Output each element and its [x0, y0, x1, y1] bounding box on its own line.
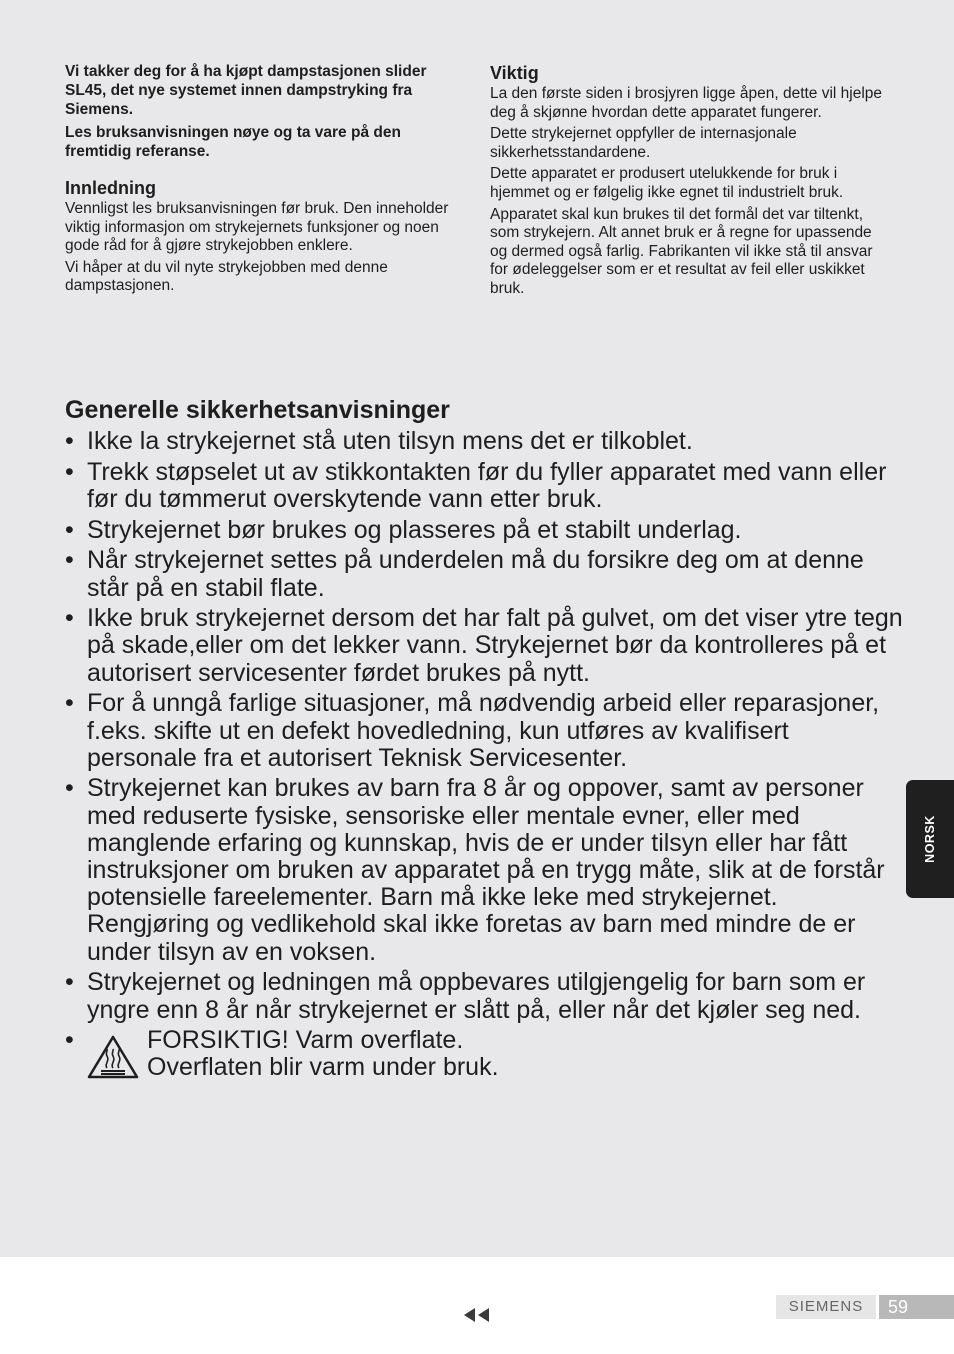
bullet: • [65, 515, 74, 544]
intro-thanks: Vi takker deg for å ha kjøpt dampstasjonen slider SL45, det nye systemet innen dampstryking fra Siemens. [65, 63, 427, 118]
safety-item-text: Trekk støpselet ut av stikkontakten før du fyller apparatet med vann eller før du tømmerut overskytende vann etter bruk. [87, 457, 887, 513]
bullet: • [65, 546, 74, 575]
warning-row [87, 1027, 905, 1081]
bullet: • [65, 427, 74, 455]
safety-item [65, 459, 905, 513]
safety-list [65, 428, 905, 1082]
bullet: • [65, 689, 74, 718]
warning-line-1: FORSIKTIG! Varm overflate. [147, 1026, 464, 1055]
safety-item-text: Ikke la strykejernet stå uten tilsyn mens det er tilkoblet. [87, 427, 693, 455]
viktig-paragraph: Dette strykejernet oppfyller de internasjonale sikkerhetsstandardene. [490, 125, 797, 161]
intro-column [65, 62, 465, 299]
language-tab-label: NORSK [923, 815, 937, 863]
warning-text [147, 1027, 499, 1081]
warning-line-2: Overflaten blir varm under bruk. [147, 1053, 499, 1082]
safety-item-text: Strykejernet bør brukes og plasseres på et stabilt underlag. [87, 515, 742, 544]
innledning-paragraph: Vennligst les bruksanvisningen før bruk. Den inneholder viktig informasjon om strykejernets funksjoner og noen gode råd for å gjøre strykejobben enklere. [65, 200, 449, 255]
safety-item [65, 690, 905, 772]
language-side-tab [906, 780, 954, 898]
innledning-paragraph: Vi håper at du vil nyte strykejobben med denne dampstasjonen. [65, 258, 388, 295]
viktig-paragraph: La den første siden i brosjyren ligge åpen, dette vil hjelpe deg å skjønne hvordan dette apparatet fungerer. [490, 85, 883, 121]
viktig-paragraph: Apparatet skal kun brukes til det formål det var tiltenkt, som strykejern. Alt annet bruk er å regne for upassende og dermed også farlig. Fabrikanten vil ikke stå til ansvar for ødeleggelser som er et resultat av feil eller uskikket bruk. [490, 205, 873, 297]
bullet: • [65, 457, 74, 486]
safety-heading: Generelle sikkerhetsanvisninger [65, 396, 450, 424]
safety-item [65, 969, 905, 1023]
hot-surface-warning-icon [87, 1035, 139, 1079]
safety-item [65, 517, 905, 544]
safety-item-text: Når strykejernet settes på underdelen må du forsikre deg om at denne står på en stabil flate. [87, 546, 864, 602]
safety-section [65, 394, 905, 1085]
innledning-heading: Innledning [65, 178, 156, 198]
safety-warning-item [65, 1027, 905, 1081]
bullet: • [65, 774, 74, 803]
safety-item-text: Strykejernet og ledningen må oppbevares utilgjengelig for barn som er yngre enn 8 år når strykejernet er slått på, eller når det kjøler seg ned. [87, 968, 866, 1024]
safety-item [65, 547, 905, 601]
safety-item [65, 775, 905, 965]
bullet: • [65, 968, 74, 997]
safety-item-text: For å unngå farlige situasjoner, må nødvendig arbeid eller reparasjoner, f.eks. skifte ut en defekt hovedledning, kun utføres av kvalifisert personale fra et autorisert Teknisk Servicesenter. [87, 689, 880, 772]
safety-item [65, 428, 905, 455]
viktig-heading: Viktig [490, 63, 539, 83]
double-left-arrow-icon[interactable] [463, 1307, 491, 1323]
bullet: • [65, 1026, 74, 1055]
safety-item-text: Ikke bruk strykejernet dersom det har falt på gulvet, om det viser ytre tegn på skade,eller om det lekker vann. Strykejernet bør da kontrolleres på et autorisert servicesenter førdet brukes på nytt. [87, 604, 903, 687]
safety-item [65, 605, 905, 687]
page-number: 59 [879, 1295, 954, 1319]
brand-label: SIEMENS [776, 1295, 876, 1319]
safety-item-text: Strykejernet kan brukes av barn fra 8 år og oppover, samt av personer med reduserte fysiske, sensoriske eller mentale evner, eller med manglende erfaring og kunnskap, hvis de er under tilsyn eller har fått instruksjoner om bruken av apparatet på en trygg måte, slik at de forstår potensielle fareelementer. Barn må ikke leke med strykejernet. Rengjøring og vedlikehold skal ikke foretas av barn med mindre de er under tilsyn av en voksen. [87, 774, 885, 966]
bullet: • [65, 604, 74, 633]
viktig-column [490, 62, 890, 302]
intro-read-manual: Les bruksanvisningen nøye og ta vare på den fremtidig referanse. [65, 124, 401, 160]
viktig-paragraph: Dette apparatet er produsert utelukkende for bruk i hjemmet og er følgelig ikke egnet til industrielt bruk. [490, 165, 844, 201]
